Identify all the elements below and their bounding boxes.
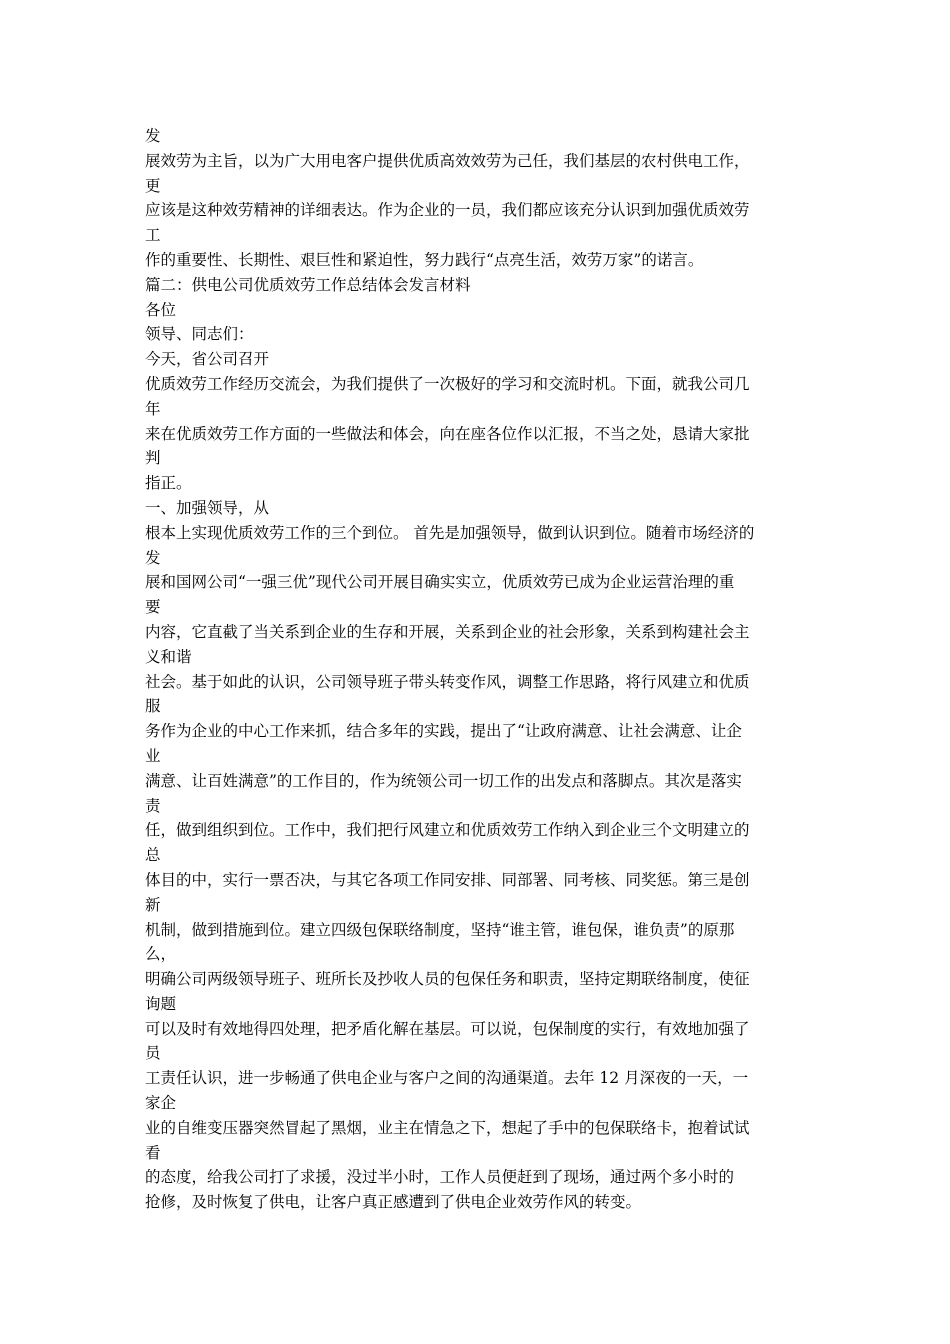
text-line: 看 <box>145 1143 161 1162</box>
text-line: 业 <box>145 746 161 765</box>
text-line: 明确公司两级领导班子、班所长及抄收人员的包保任务和职责，坚持定期联络制度，使征 <box>145 970 750 989</box>
text-line: 务作为企业的中心工作来抓，结合多年的实践，提出了“让政府满意、让社会满意、让企 <box>145 722 742 741</box>
text-line: 新 <box>145 895 161 914</box>
text-line: 家企 <box>145 1094 177 1113</box>
text-line: 员 <box>145 1044 161 1063</box>
text-line: 业的自维变压器突然冒起了黑烟，业主在情急之下，想起了手中的包保联络卡，抱着试试 <box>145 1118 750 1137</box>
text-line: 满意、让百姓满意”的工作目的，作为统领公司一切工作的出发点和落脚点。其次是落实 <box>145 771 742 790</box>
text-line: 判 <box>145 449 161 468</box>
text-line: 领导、同志们： <box>145 325 254 344</box>
text-line: 指正。 <box>145 474 192 493</box>
text-line: 么， <box>145 945 177 964</box>
text-line: 内容，它直截了当关系到企业的生存和开展，关系到企业的社会形象，关系到构建社会主 <box>145 622 750 641</box>
text-line: 体目的中，实行一票否决，与其它各项工作同安排、同部署、同考核、同奖惩。第三是创 <box>145 870 750 889</box>
text-line: 工责任认识，进一步畅通了供电企业与客户之间的沟通渠道。去年 12 月深夜的一天，一 <box>145 1069 749 1088</box>
text-line: 一、加强领导，从 <box>145 498 270 517</box>
document-body <box>145 124 815 1215</box>
text-line: 抢修，及时恢复了供电，让客户真正感遭到了供电企业效劳作风的转变。 <box>145 1193 642 1212</box>
text-line: 可以及时有效地得四处理，把矛盾化解在基层。可以说，包保制度的实行，有效地加强了 <box>145 1019 750 1038</box>
text-line: 各位 <box>145 300 177 319</box>
text-line: 责 <box>145 796 161 815</box>
text-line: 应该是这种效劳精神的详细表达。作为企业的一员，我们都应该充分认识到加强优质效劳 <box>145 201 750 220</box>
text-line: 展效劳为主旨，以为广大用电客户提供优质高效效劳为己任，我们基层的农村供电工作， <box>145 151 750 170</box>
text-line: 发 <box>145 548 161 567</box>
text-line: 篇二：供电公司优质效劳工作总结体会发言材料 <box>145 275 471 294</box>
text-line: 任，做到组织到位。工作中，我们把行风建立和优质效劳工作纳入到企业三个文明建立的 <box>145 821 750 840</box>
text-line: 询题 <box>145 994 177 1013</box>
text-line: 更 <box>145 176 161 195</box>
text-line: 年 <box>145 399 161 418</box>
text-line: 的态度，给我公司打了求援，没过半小时，工作人员便赶到了现场，通过两个多小时的 <box>145 1168 735 1187</box>
text-line: 来在优质效劳工作方面的一些做法和体会，向在座各位作以汇报，不当之处，恳请大家批 <box>145 424 750 443</box>
text-line: 义和谐 <box>145 647 192 666</box>
text-line: 工 <box>145 226 161 245</box>
text-line: 要 <box>145 598 161 617</box>
text-line: 服 <box>145 697 161 716</box>
text-line: 优质效劳工作经历交流会，为我们提供了一次极好的学习和交流时机。下面，就我公司几 <box>145 374 750 393</box>
text-line: 总 <box>145 846 161 865</box>
text-line: 根本上实现优质效劳工作的三个到位。 首先是加强领导，做到认识到位。随着市场经济的 <box>145 523 755 542</box>
text-line: 作的重要性、长期性、艰巨性和紧迫性，努力践行“点亮生活，效劳万家”的诺言。 <box>145 250 704 269</box>
text-line: 机制，做到措施到位。建立四级包保联络制度，坚持“谁主管，谁包保，谁负责”的原那 <box>145 920 735 939</box>
text-line: 发 <box>145 127 161 145</box>
text-line: 社会。基于如此的认识，公司领导班子带头转变作风，调整工作思路，将行风建立和优质 <box>145 672 750 691</box>
text-line: 今天，省公司召开 <box>145 350 270 369</box>
text-line: 展和国网公司“一强三优”现代公司开展目确实实立，优质效劳已成为企业运营治理的重 <box>145 573 735 592</box>
